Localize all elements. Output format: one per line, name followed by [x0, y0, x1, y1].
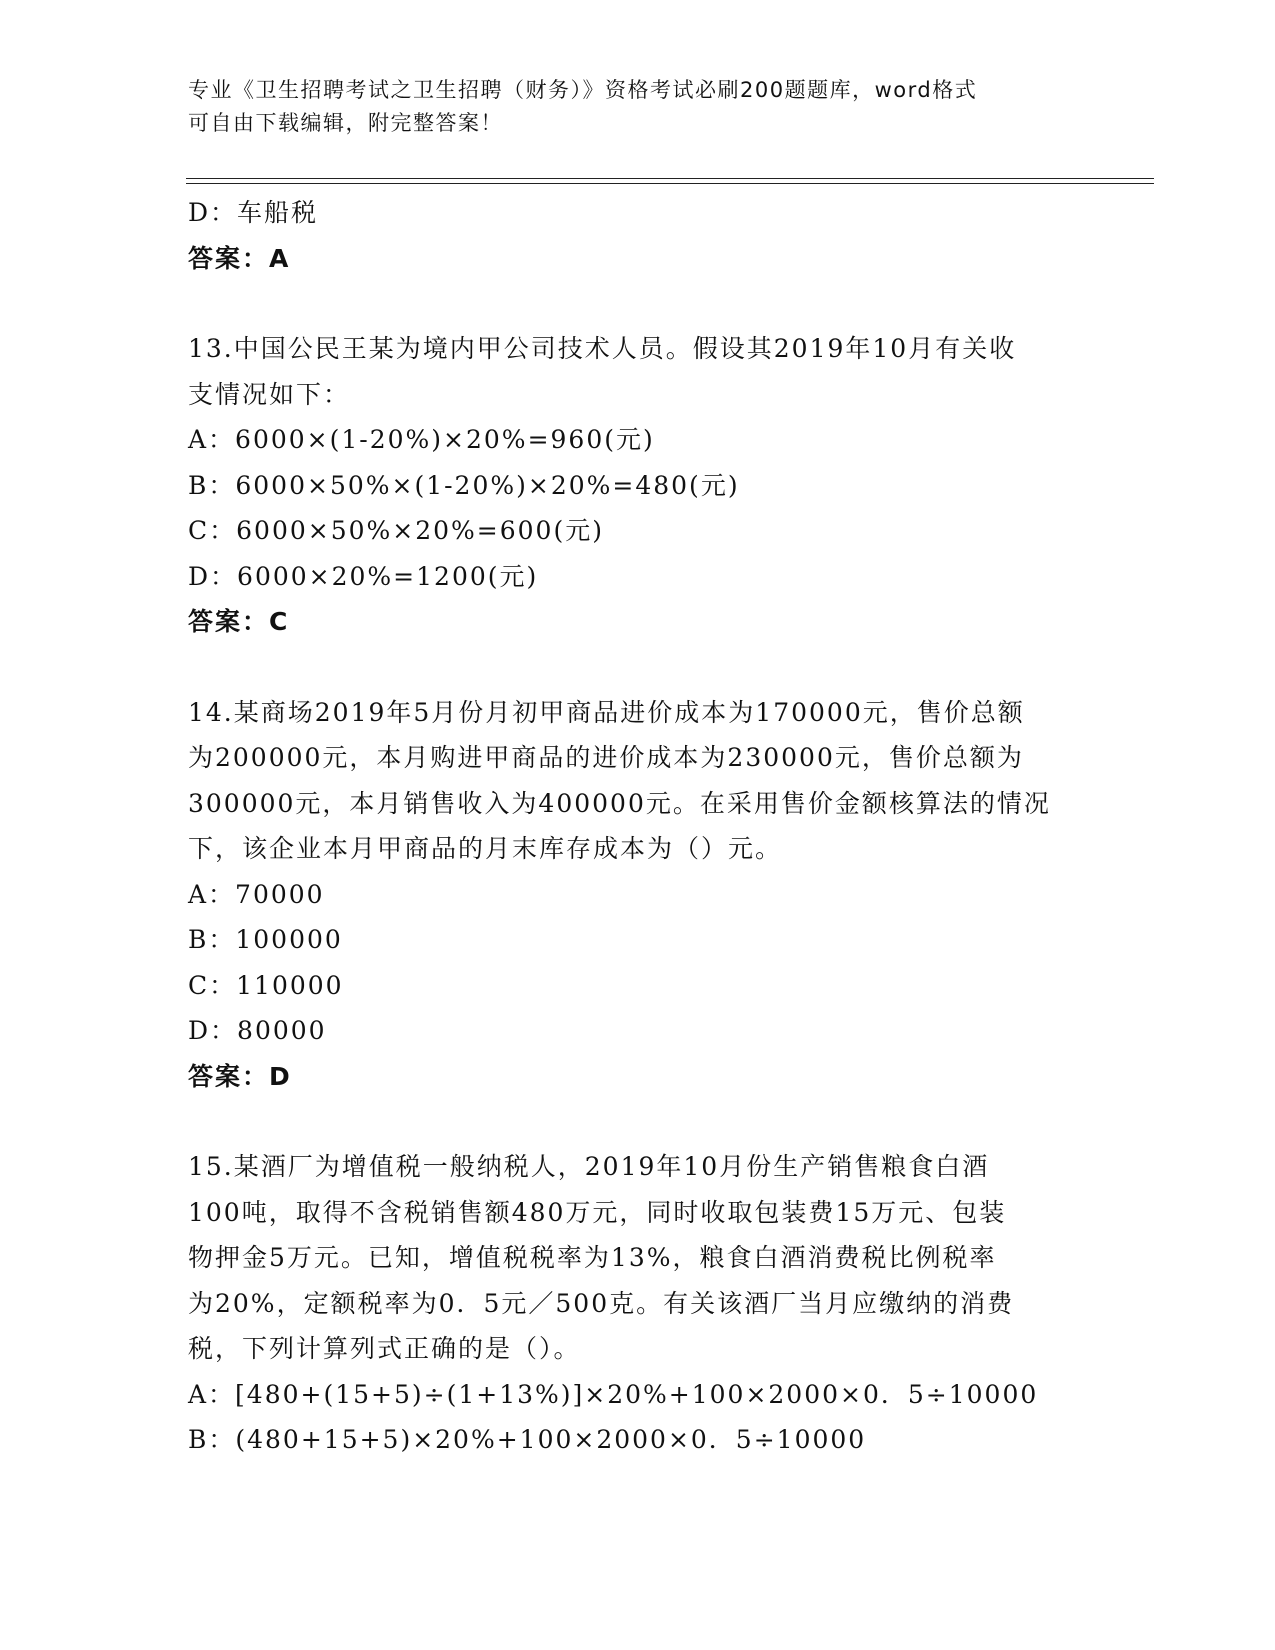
- option-d: D：80000: [188, 1016, 327, 1045]
- option-b: B：6000×50%×(1-20%)×20%=480(元): [188, 470, 740, 500]
- question-14: [188, 690, 1088, 1100]
- question-13: [188, 326, 1088, 645]
- header-divider-bottom: [186, 183, 1154, 184]
- option-b: B：100000: [188, 925, 343, 954]
- question-stem: 14.某商场2019年5月份月初甲商品进价成本为170000元，售价总额: [188, 697, 1025, 727]
- option-d: D：车船税: [188, 198, 319, 227]
- question-stem: 支情况如下：: [188, 379, 351, 409]
- header-title-line-1: 专业《卫生招聘考试之卫生招聘（财务）》资格考试必刷200题题库，word格式: [188, 78, 978, 102]
- option-c: C：6000×50%×20%=600(元): [188, 516, 604, 545]
- question-15: [188, 1144, 1088, 1463]
- header-title-line-2: 可自由下载编辑，附完整答案！: [188, 111, 503, 135]
- question-stem: 税，下列计算列式正确的是（）。: [188, 1334, 581, 1363]
- previous-question-tail: [188, 190, 1088, 281]
- question-stem: 为20%，定额税率为0．5元／500克。有关该酒厂当月应缴纳的消费: [188, 1288, 1015, 1318]
- question-content: [188, 190, 1088, 1463]
- question-stem: 100吨，取得不含税销售额480万元，同时收取包装费15万元、包装: [188, 1197, 1007, 1227]
- option-b: B：(480+15+5)×20%+100×2000×0．5÷10000: [188, 1425, 867, 1454]
- spacer: [188, 1099, 1088, 1144]
- answer-line: 答案：C: [188, 607, 290, 636]
- option-a: A：70000: [188, 879, 325, 909]
- question-stem: 物押金5万元。已知，增值税税率为13%，粮食白酒消费税比例税率: [188, 1243, 997, 1272]
- header-divider-top: [186, 178, 1154, 179]
- answer-line: 答案：D: [188, 1061, 292, 1091]
- question-stem: 13.中国公民王某为境内甲公司技术人员。假设其2019年10月有关收: [188, 334, 1017, 363]
- question-stem: 为200000元，本月购进甲商品的进价成本为230000元，售价总额为: [188, 743, 1024, 772]
- document-header: [188, 74, 1068, 140]
- spacer: [188, 281, 1088, 326]
- question-stem: 下，该企业本月甲商品的月末库存成本为（）元。: [188, 834, 783, 863]
- spacer: [188, 645, 1088, 690]
- question-stem: 300000元，本月销售收入为400000元。在采用售价金额核算法的情况: [188, 788, 1051, 818]
- option-a: A：[480+(15+5)÷(1+13%)]×20%+100×2000×0．5÷10000: [188, 1379, 1039, 1409]
- answer-line: 答案：A: [188, 243, 291, 273]
- option-a: A：6000×(1-20%)×20%=960(元): [188, 425, 655, 454]
- question-stem: 15.某酒厂为增值税一般纳税人，2019年10月份生产销售粮食白酒: [188, 1152, 990, 1181]
- option-d: D：6000×20%=1200(元): [188, 561, 539, 591]
- option-c: C：110000: [188, 970, 344, 1000]
